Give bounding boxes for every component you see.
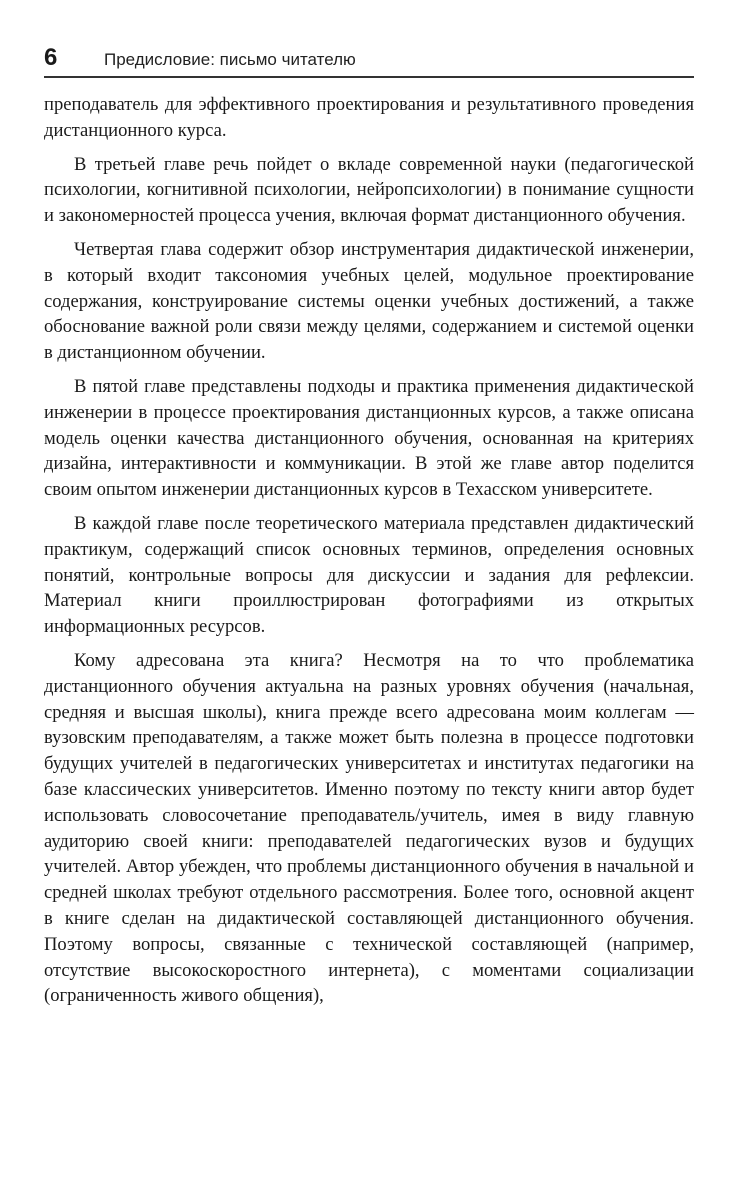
body-text xyxy=(44,92,694,1017)
paragraph-audience: Кому адресована эта книга? Несмотря на то что проблематика дистанционного обучения актуальна на разных уровнях обучения (начальная, средняя и высшая школы), книга прежде всего адресована моим коллегам — вузовским преподавателям, а также может быть полезна в процессе подготовки будущих учителей в педагогических университетах и институтах педагогики на базе классических университетов. Именно поэтому по тексту книги автор будет использовать словосочетание преподаватель/учитель, имея в виду главную аудиторию своей книги: преподавателей педагогических вузов и будущих учителей. Автор убежден, что проблемы дистанционного обучения в начальной и средней школах требуют отдельного рассмотрения. Более того, основной акцент в книге сделан на дидактической составляющей дистанционного обучения. Поэтому вопросы, связанные с технической составляющей (например, отсутствие высокоскоростного интернета), с моментами социализации (ограниченность живого общения), xyxy=(44,649,694,1007)
paragraph-practicum: В каждой главе после теоретического материала представлен дидактический практикум, содержащий список основных терминов, определения основных понятий, контрольные вопросы для дискуссии и задания для рефлексии. Материал книги проиллюстрирован фотографиями из открытых информационных ресурсов. xyxy=(44,512,694,638)
page-header xyxy=(44,44,694,72)
paragraph-chapter-5: В пятой главе представлены подходы и практика применения дидактической инженерии в процессе проектирования дистанционных курсов, а также описана модель оценки качества дистанционного обучения, основанная на критериях дизайна, интерактивности и коммуникации. В этой же главе автор поделится своим опытом инженерии дистанционных курсов в Техасском университете. xyxy=(44,375,694,501)
running-title: Предисловие: письмо читателю xyxy=(104,50,356,69)
page-number: 6 xyxy=(44,44,58,71)
header-rule xyxy=(44,76,694,78)
paragraph-chapter-4: Четвертая глава содержит обзор инструментария дидактической инженерии, в который входит таксономия учебных целей, модульное проектирование содержания, конструирование системы оценки учебных достижений, а также обоснование важной роли связи между целями, содержанием и системой оценки в дистанционном обучении. xyxy=(44,238,694,364)
paragraph-chapter-3: В третьей главе речь пойдет о вкладе современной науки (педагогической психологии, когнитивной психологии, нейропсихологии) в понимание сущности и закономерностей процесса учения, включая формат дистанционного обучения. xyxy=(44,153,694,227)
paragraph-continuation: преподаватель для эффективного проектирования и результативного проведения дистанционного курса. xyxy=(44,94,694,141)
